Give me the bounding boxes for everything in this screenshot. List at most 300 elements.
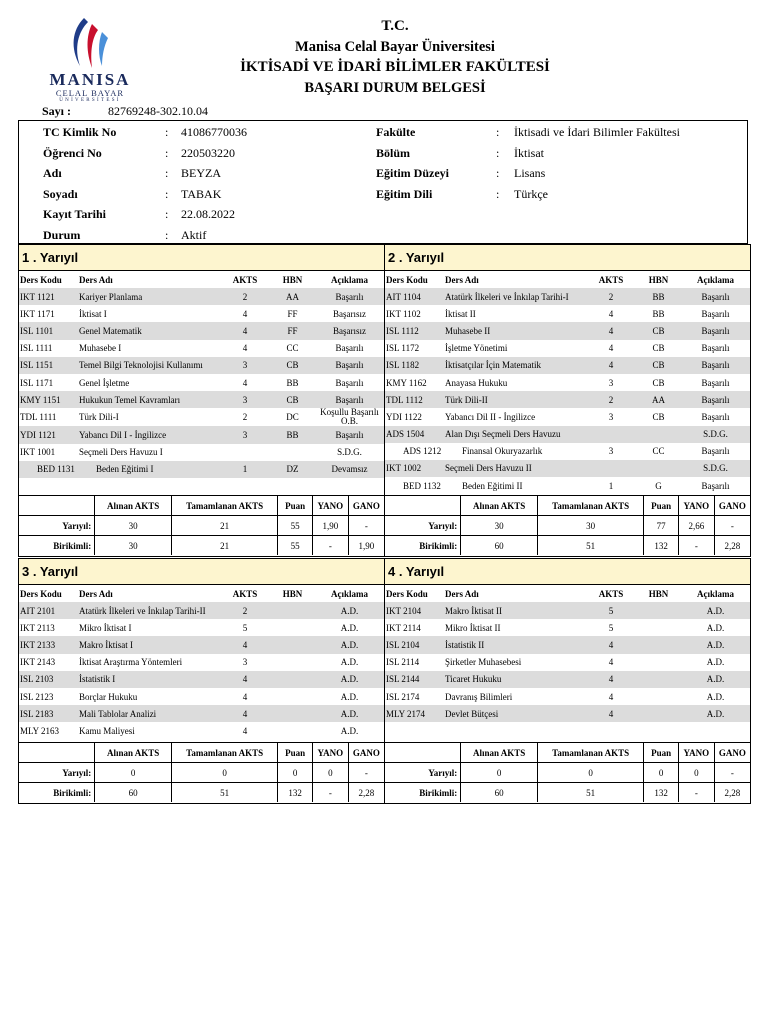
summary-header-gano: GANO bbox=[348, 743, 384, 763]
course-name: Temel Bilgi Teknolojisi Kullanımı bbox=[78, 357, 220, 374]
course-hbn bbox=[636, 671, 681, 688]
course-name: Borçlar Hukuku bbox=[79, 691, 138, 702]
summary-value: 2,66 bbox=[678, 516, 714, 536]
course-code: ISL 2123 bbox=[20, 691, 54, 702]
info-label: Fakülte bbox=[376, 125, 416, 139]
summary-value: 51 bbox=[172, 783, 278, 803]
col-header-code: Ders Kodu bbox=[20, 275, 62, 285]
course-akts: 5 bbox=[242, 622, 248, 633]
course-hbn bbox=[636, 602, 681, 619]
info-row bbox=[43, 226, 363, 244]
course-name: Kamu Maliyesi bbox=[79, 725, 135, 736]
course-status: A.D. bbox=[340, 622, 359, 633]
course-akts: 4 bbox=[242, 343, 248, 354]
document-number bbox=[42, 104, 208, 119]
course-hbn: CB bbox=[636, 357, 681, 374]
course-hbn bbox=[636, 654, 681, 671]
course-hbn: CB bbox=[652, 411, 665, 422]
course-code: IKT 1102 bbox=[386, 308, 421, 319]
course-hbn bbox=[270, 636, 315, 653]
col-header-hbn: HBN bbox=[282, 589, 303, 599]
info-value: TABAK bbox=[181, 187, 222, 201]
course-akts: 3 bbox=[608, 411, 614, 422]
course-status: Başarılı bbox=[681, 288, 750, 305]
course-name: Muhasebe II bbox=[444, 322, 586, 339]
col-header-code: Ders Kodu bbox=[386, 275, 428, 285]
course-row bbox=[19, 426, 384, 443]
course-hbn bbox=[636, 460, 681, 477]
summary-value: - bbox=[348, 763, 384, 783]
summary-value: 1,90 bbox=[312, 516, 348, 536]
summary-header-tamamlanan: Tamamlanan AKTS bbox=[172, 496, 278, 516]
summary-value: 21 bbox=[172, 536, 278, 556]
logo-text-sub: CELAL BAYAR bbox=[55, 88, 125, 98]
course-status: Başarılı bbox=[701, 377, 730, 388]
course-name: Makro İktisat II bbox=[444, 602, 586, 619]
course-row bbox=[19, 374, 384, 391]
course-row bbox=[19, 722, 384, 739]
course-status: Başarılı bbox=[315, 288, 384, 305]
course-status: A.D. bbox=[706, 622, 725, 633]
summary-yariyil-label: Yarıyıl: bbox=[19, 763, 95, 783]
course-hbn bbox=[270, 654, 315, 671]
info-value: Lisans bbox=[514, 166, 546, 180]
course-code: IKT 1121 bbox=[19, 288, 78, 305]
info-value: BEYZA bbox=[181, 166, 221, 180]
course-status: Koşullu Başarılı O.B. bbox=[320, 408, 379, 427]
course-name: Genel İşletme bbox=[79, 377, 130, 388]
course-status: Başarılı bbox=[335, 343, 364, 354]
summary-yariyil-row bbox=[19, 516, 384, 536]
col-header-name: Ders Adı bbox=[445, 275, 479, 285]
course-row bbox=[19, 357, 384, 374]
summary-birikimli-label: Birikimli: bbox=[19, 536, 95, 556]
summary-header-gano: GANO bbox=[714, 496, 750, 516]
course-row bbox=[385, 705, 750, 722]
summary-value: 0 bbox=[678, 763, 714, 783]
course-hbn bbox=[636, 619, 681, 636]
course-akts: 4 bbox=[608, 691, 614, 702]
course-hbn: CB bbox=[636, 322, 681, 339]
course-name: Atatürk İlkeleri ve İnkılap Tarihi-II bbox=[78, 602, 220, 619]
summary-yariyil-label: Yarıyıl: bbox=[19, 516, 95, 536]
course-name: İktisat Araştırma Yöntemleri bbox=[79, 657, 183, 668]
course-hbn bbox=[270, 602, 315, 619]
course-status: S.D.G. bbox=[681, 460, 750, 477]
summary-value: 1,90 bbox=[348, 536, 384, 556]
info-label: Adı bbox=[43, 166, 62, 180]
course-hbn bbox=[636, 688, 681, 705]
col-header-desc: Açıklama bbox=[331, 589, 368, 599]
info-label: TC Kimlik No bbox=[43, 125, 117, 139]
course-status: Başarısız bbox=[315, 322, 384, 339]
course-status: Başarılı bbox=[315, 391, 384, 408]
info-row bbox=[376, 164, 736, 182]
course-row bbox=[19, 671, 384, 688]
info-row bbox=[376, 123, 736, 141]
course-row bbox=[385, 374, 750, 391]
summary-header-yano: YANO bbox=[312, 496, 348, 516]
course-akts: 4 bbox=[586, 636, 636, 653]
summary-header-gano: GANO bbox=[348, 496, 384, 516]
course-hbn: CB bbox=[270, 357, 315, 374]
course-row bbox=[19, 340, 384, 357]
info-colon: : bbox=[165, 207, 169, 221]
course-name: Makro İktisat I bbox=[78, 636, 220, 653]
summary-value: 0 bbox=[172, 763, 278, 783]
info-value: Aktif bbox=[181, 228, 207, 242]
course-row-empty bbox=[385, 722, 750, 739]
course-akts: 3 bbox=[220, 357, 270, 374]
summary-value: 30 bbox=[95, 516, 172, 536]
course-status: Başarılı bbox=[335, 377, 364, 388]
summary-value: 132 bbox=[278, 783, 313, 803]
course-table bbox=[19, 272, 384, 495]
course-hbn bbox=[636, 636, 681, 653]
info-value: 220503220 bbox=[181, 146, 235, 160]
course-akts: 1 bbox=[220, 461, 270, 478]
course-hbn bbox=[270, 722, 315, 739]
course-akts: 4 bbox=[220, 636, 270, 653]
col-header-code: Ders Kodu bbox=[386, 589, 428, 599]
course-code: YDI 1121 bbox=[19, 426, 78, 443]
course-hbn bbox=[270, 619, 315, 636]
course-code: KMY 1162 bbox=[386, 377, 427, 388]
course-akts: 4 bbox=[608, 308, 614, 319]
course-akts: 4 bbox=[220, 322, 270, 339]
summary-header-puan: Puan bbox=[644, 496, 679, 516]
semester-summary-table bbox=[385, 495, 750, 555]
course-akts: 4 bbox=[608, 657, 614, 668]
course-code: KMY 1151 bbox=[19, 391, 78, 408]
summary-value: - bbox=[312, 536, 348, 556]
course-status: Başarılı bbox=[701, 480, 730, 491]
course-status: A.D. bbox=[340, 691, 359, 702]
info-value: 41086770036 bbox=[181, 125, 247, 139]
summary-value: 21 bbox=[172, 516, 278, 536]
summary-value: 0 bbox=[644, 763, 679, 783]
col-header-akts: AKTS bbox=[598, 275, 624, 285]
summary-value: 30 bbox=[95, 536, 172, 556]
course-name: İktisat II bbox=[445, 308, 476, 319]
summary-birikimli-label: Birikimli: bbox=[385, 536, 461, 556]
summary-value: 30 bbox=[538, 516, 644, 536]
info-colon: : bbox=[165, 125, 169, 139]
course-hbn: CB bbox=[652, 343, 665, 354]
course-akts: 1 bbox=[608, 480, 614, 491]
course-hbn: G bbox=[655, 480, 662, 491]
course-status: S.D.G. bbox=[337, 447, 362, 458]
course-row bbox=[385, 288, 750, 305]
course-status: Başarılı bbox=[315, 426, 384, 443]
col-header-hbn: HBN bbox=[282, 275, 303, 285]
semester-section bbox=[18, 244, 385, 557]
course-row bbox=[19, 705, 384, 722]
course-code: ADS 1504 bbox=[385, 426, 444, 443]
course-code: IKT 2114 bbox=[386, 622, 421, 633]
course-status: Başarılı bbox=[701, 343, 730, 354]
course-row bbox=[19, 391, 384, 408]
course-akts: 5 bbox=[608, 622, 614, 633]
course-hbn: BB bbox=[286, 377, 299, 388]
info-label: Eğitim Dili bbox=[376, 187, 433, 201]
summary-yariyil-row bbox=[385, 516, 750, 536]
course-name: Seçmeli Ders Havuzu II bbox=[444, 460, 586, 477]
course-status: Başarılı bbox=[315, 357, 384, 374]
course-akts: 4 bbox=[608, 343, 614, 354]
course-hbn: FF bbox=[287, 308, 298, 319]
summary-value: - bbox=[348, 516, 384, 536]
course-row bbox=[19, 408, 384, 426]
university-logo bbox=[40, 14, 140, 104]
col-header-akts: AKTS bbox=[598, 589, 624, 599]
course-table-header bbox=[385, 586, 750, 602]
summary-value: 2,28 bbox=[714, 783, 750, 803]
course-akts bbox=[586, 460, 636, 477]
course-akts: 4 bbox=[220, 705, 270, 722]
summary-birikimli-row bbox=[385, 536, 750, 556]
course-name: Mikro İktisat II bbox=[445, 622, 501, 633]
course-row bbox=[385, 305, 750, 322]
logo-text-main: MANISA bbox=[49, 70, 131, 89]
course-status: A.D. bbox=[681, 636, 750, 653]
course-name: Anayasa Hukuku bbox=[445, 377, 508, 388]
course-hbn bbox=[270, 688, 315, 705]
summary-value: 55 bbox=[278, 536, 313, 556]
course-code: ISL 1151 bbox=[19, 357, 78, 374]
course-code: ISL 2183 bbox=[19, 705, 78, 722]
course-code: ISL 1101 bbox=[19, 322, 78, 339]
course-row bbox=[385, 443, 750, 460]
course-name: Beden Eğitimi II bbox=[462, 480, 523, 491]
course-code: IKT 1171 bbox=[20, 308, 55, 319]
course-status: S.D.G. bbox=[681, 426, 750, 443]
course-status: A.D. bbox=[340, 725, 359, 736]
course-hbn: CB bbox=[652, 377, 665, 388]
col-header-desc: Açıklama bbox=[331, 275, 368, 285]
course-code: IKT 2104 bbox=[385, 602, 444, 619]
summary-yariyil-row bbox=[19, 763, 384, 783]
course-table bbox=[385, 272, 750, 494]
course-code: IKT 2133 bbox=[19, 636, 78, 653]
course-row bbox=[19, 636, 384, 653]
course-code: BED 1132 bbox=[403, 480, 441, 491]
summary-value: 0 bbox=[312, 763, 348, 783]
summary-header-yano: YANO bbox=[312, 743, 348, 763]
course-akts: 3 bbox=[608, 446, 614, 457]
course-akts: 2 bbox=[586, 391, 636, 408]
course-akts: 5 bbox=[586, 602, 636, 619]
info-colon: : bbox=[496, 146, 500, 160]
summary-birikimli-row bbox=[385, 783, 750, 803]
course-row bbox=[19, 654, 384, 671]
course-row bbox=[385, 654, 750, 671]
course-hbn: CC bbox=[286, 343, 299, 354]
semester-title: 4 . Yarıyıl bbox=[385, 559, 750, 585]
semester-title: 1 . Yarıyıl bbox=[19, 245, 384, 271]
summary-header-row bbox=[385, 496, 750, 516]
course-hbn: DC bbox=[286, 412, 299, 423]
course-code: IKT 1001 bbox=[20, 447, 56, 458]
summary-header-puan: Puan bbox=[278, 496, 313, 516]
course-status: A.D. bbox=[315, 705, 384, 722]
course-status: Başarılı bbox=[701, 446, 730, 457]
document-number-value: 82769248-302.10.04 bbox=[108, 104, 208, 118]
course-name: Türk Dili-I bbox=[79, 412, 119, 423]
course-name: Atatürk İlkeleri ve İnkılap Tarihi-I bbox=[444, 288, 586, 305]
course-code: ISL 2104 bbox=[385, 636, 444, 653]
col-header-name: Ders Adı bbox=[79, 275, 113, 285]
course-row bbox=[385, 340, 750, 357]
course-row bbox=[385, 688, 750, 705]
info-label: Durum bbox=[43, 228, 81, 242]
course-status: Başarılı bbox=[701, 411, 730, 422]
info-label: Bölüm bbox=[376, 146, 411, 160]
course-status: A.D. bbox=[706, 657, 725, 668]
course-row bbox=[385, 619, 750, 636]
course-name: Davranış Bilimleri bbox=[445, 691, 513, 702]
course-code: ISL 1112 bbox=[385, 322, 444, 339]
col-header-hbn: HBN bbox=[648, 589, 669, 599]
course-hbn: BB bbox=[652, 308, 665, 319]
summary-value: - bbox=[678, 536, 714, 556]
summary-header-tamamlanan: Tamamlanan AKTS bbox=[538, 496, 644, 516]
course-hbn: AA bbox=[636, 391, 681, 408]
summary-value: - bbox=[678, 783, 714, 803]
info-colon: : bbox=[165, 187, 169, 201]
document-title: BAŞARI DURUM BELGESİ bbox=[304, 80, 486, 96]
summary-value: - bbox=[312, 783, 348, 803]
course-hbn: AA bbox=[270, 288, 315, 305]
course-name: İktisat I bbox=[79, 308, 107, 319]
summary-value: - bbox=[714, 516, 750, 536]
course-row bbox=[385, 322, 750, 339]
course-akts bbox=[586, 426, 636, 443]
course-name: Finansal Okuryazarlık bbox=[462, 446, 543, 457]
summary-birikimli-label: Birikimli: bbox=[385, 783, 461, 803]
info-value: İktisadi ve İdari Bilimler Fakültesi bbox=[514, 125, 680, 139]
course-name: İstatistik II bbox=[444, 636, 586, 653]
semester-summary-table bbox=[19, 495, 384, 555]
col-header-akts: AKTS bbox=[232, 275, 258, 285]
course-name: İşletme Yönetimi bbox=[445, 343, 508, 354]
summary-yariyil-label: Yarıyıl: bbox=[385, 763, 461, 783]
info-row bbox=[376, 144, 736, 162]
summary-header-alinan: Alınan AKTS bbox=[461, 743, 538, 763]
col-header-akts: AKTS bbox=[232, 589, 258, 599]
course-hbn: BB bbox=[270, 426, 315, 443]
col-header-name: Ders Adı bbox=[445, 589, 479, 599]
summary-value: 51 bbox=[538, 536, 644, 556]
course-name: Ticaret Hukuku bbox=[444, 671, 586, 688]
course-akts: 4 bbox=[586, 671, 636, 688]
course-hbn bbox=[270, 705, 315, 722]
course-akts: 4 bbox=[242, 377, 248, 388]
summary-header-puan: Puan bbox=[644, 743, 679, 763]
course-akts: 4 bbox=[586, 705, 636, 722]
course-table bbox=[19, 586, 384, 740]
summary-value: 60 bbox=[95, 783, 172, 803]
semester-section bbox=[384, 244, 751, 557]
summary-header-alinan: Alınan AKTS bbox=[95, 496, 172, 516]
course-name: Seçmeli Ders Havuzu I bbox=[79, 447, 163, 458]
course-code: MLY 2163 bbox=[20, 725, 60, 736]
info-row bbox=[43, 123, 363, 141]
course-hbn: BB bbox=[636, 288, 681, 305]
course-code: ISL 2144 bbox=[385, 671, 444, 688]
course-hbn bbox=[636, 705, 681, 722]
course-row bbox=[19, 322, 384, 339]
info-value: İktisat bbox=[514, 146, 544, 160]
course-name: Yabancı Dil II - İngilizce bbox=[445, 411, 536, 422]
course-row bbox=[385, 477, 750, 494]
summary-value: - bbox=[714, 763, 750, 783]
semester-summary-table bbox=[385, 742, 750, 802]
info-row bbox=[376, 185, 736, 203]
course-row bbox=[19, 602, 384, 619]
course-status: A.D. bbox=[681, 602, 750, 619]
course-akts: 4 bbox=[586, 357, 636, 374]
course-hbn: CB bbox=[270, 391, 315, 408]
summary-value: 0 bbox=[461, 763, 538, 783]
summary-value: 60 bbox=[461, 783, 538, 803]
course-status: A.D. bbox=[706, 691, 725, 702]
course-code: ISL 1182 bbox=[385, 357, 444, 374]
course-status: Başarılı bbox=[681, 357, 750, 374]
course-name: Yabancı Dil I - İngilizce bbox=[78, 426, 220, 443]
course-hbn: DZ bbox=[270, 461, 315, 478]
info-label: Eğitim Düzeyi bbox=[376, 166, 449, 180]
course-code: TDL 1112 bbox=[385, 391, 444, 408]
summary-value: 30 bbox=[461, 516, 538, 536]
document-number-label: Sayı : bbox=[42, 104, 72, 118]
course-hbn: CC bbox=[652, 446, 665, 457]
course-code: TDL 1111 bbox=[20, 412, 57, 423]
course-akts: 3 bbox=[220, 391, 270, 408]
course-row bbox=[19, 444, 384, 461]
course-table-header bbox=[19, 272, 384, 288]
course-row-empty bbox=[19, 478, 384, 495]
course-status: Başarısız bbox=[333, 308, 366, 319]
course-status: A.D. bbox=[315, 671, 384, 688]
info-colon: : bbox=[496, 187, 500, 201]
course-status: Devamsız bbox=[315, 461, 384, 478]
course-status: A.D. bbox=[681, 671, 750, 688]
course-akts: 3 bbox=[608, 377, 614, 388]
summary-value: 2,28 bbox=[348, 783, 384, 803]
course-table-header bbox=[385, 272, 750, 288]
course-akts: 4 bbox=[586, 322, 636, 339]
summary-value: 132 bbox=[644, 783, 679, 803]
summary-header-row bbox=[19, 496, 384, 516]
course-status: A.D. bbox=[340, 657, 359, 668]
course-code: IKT 1002 bbox=[385, 460, 444, 477]
course-row bbox=[385, 460, 750, 477]
summary-header-row bbox=[19, 743, 384, 763]
summary-birikimli-row bbox=[19, 536, 384, 556]
course-code: BED 1131 bbox=[19, 461, 78, 478]
summary-header-row bbox=[385, 743, 750, 763]
course-name: Muhasebe I bbox=[79, 343, 122, 354]
course-hbn bbox=[636, 426, 681, 443]
info-row bbox=[43, 164, 363, 182]
course-name: Hukukun Temel Kavramları bbox=[78, 391, 220, 408]
course-akts: 2 bbox=[220, 602, 270, 619]
course-code: ISL 1111 bbox=[20, 343, 53, 354]
course-table bbox=[385, 586, 750, 740]
course-status: A.D. bbox=[315, 636, 384, 653]
course-akts: 2 bbox=[242, 412, 248, 423]
